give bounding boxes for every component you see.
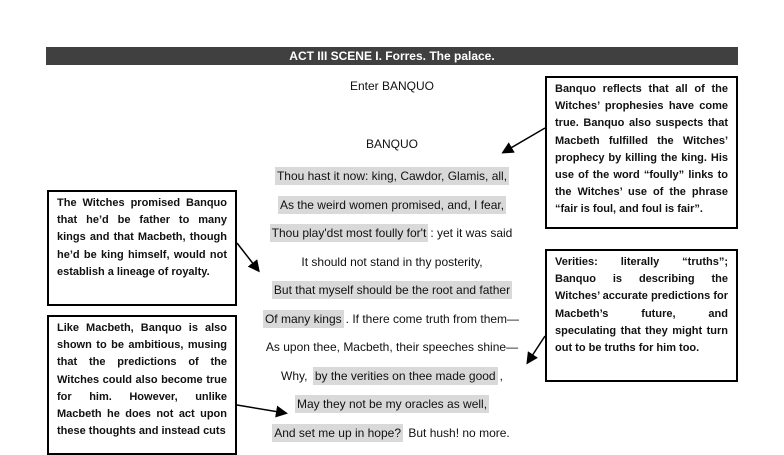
arrow-to-line-5 [237, 243, 258, 270]
arrow-to-line-9 [237, 405, 285, 413]
highlighted-text: by the verities on thee made good [314, 368, 496, 383]
speaker-name: BANQUO [365, 137, 418, 151]
verse-text: . If there come truth from them— [345, 311, 520, 326]
highlighted-text: As the weird women promised, and, I fear, [279, 197, 505, 212]
highlighted-text: Of many kings [264, 311, 342, 326]
arrow-to-line-1 [504, 128, 545, 152]
highlighted-text: But that myself should be the root and father [273, 283, 511, 298]
annotation-text: The Witches promised Banquo that he’d be father to many kings and that Macbeth, though he’d be king himself, would not establish a lineage of royalty. [57, 197, 227, 278]
verse-text: Why, [281, 368, 311, 383]
verse-text: , [499, 368, 503, 383]
annotation-text: Banquo reflects that all of the Witches’ prophesies have come true. Banquo also suspects that Macbeth fulfilled the Witches’ prophecy by killing the king. His use of the word “foully” links to the Witches’ use of the phrase “fair is foul, and foul is fair”. [555, 83, 728, 216]
verse-text: As upon thee, Macbeth, their speeches shine— [265, 340, 519, 355]
highlighted-text: Thou hast it now: king, Cawdor, Glamis, all, [276, 169, 508, 184]
scene-heading: ACT III SCENE I. Forres. The palace. [46, 47, 738, 65]
annotation-text: Like Macbeth, Banquo is also shown to be ambitious, musing that the predictions of the Witches could also become true for him. However, unlike Macbeth he does not act upon these thoughts and instead cuts [57, 322, 227, 438]
highlighted-text: Thou play'dst most foully for't [271, 226, 427, 241]
verse-text: It should not stand in thy posterity, [301, 254, 483, 269]
highlighted-text: May they not be my oracles as well, [296, 397, 488, 412]
arrow-to-line-8 [528, 336, 545, 362]
annotation-text: Verities: literally “truths”; Banquo is describing the Witches’ accurate predictions for Macbeth’s future, and speculating that they might turn out to be truths for him too. [555, 256, 728, 355]
verse-text: : yet it was said [430, 226, 513, 241]
verse-text: But hush! no more. [405, 425, 510, 440]
highlighted-text: And set me up in hope? [274, 425, 402, 440]
stage-direction: Enter BANQUO [349, 79, 435, 93]
